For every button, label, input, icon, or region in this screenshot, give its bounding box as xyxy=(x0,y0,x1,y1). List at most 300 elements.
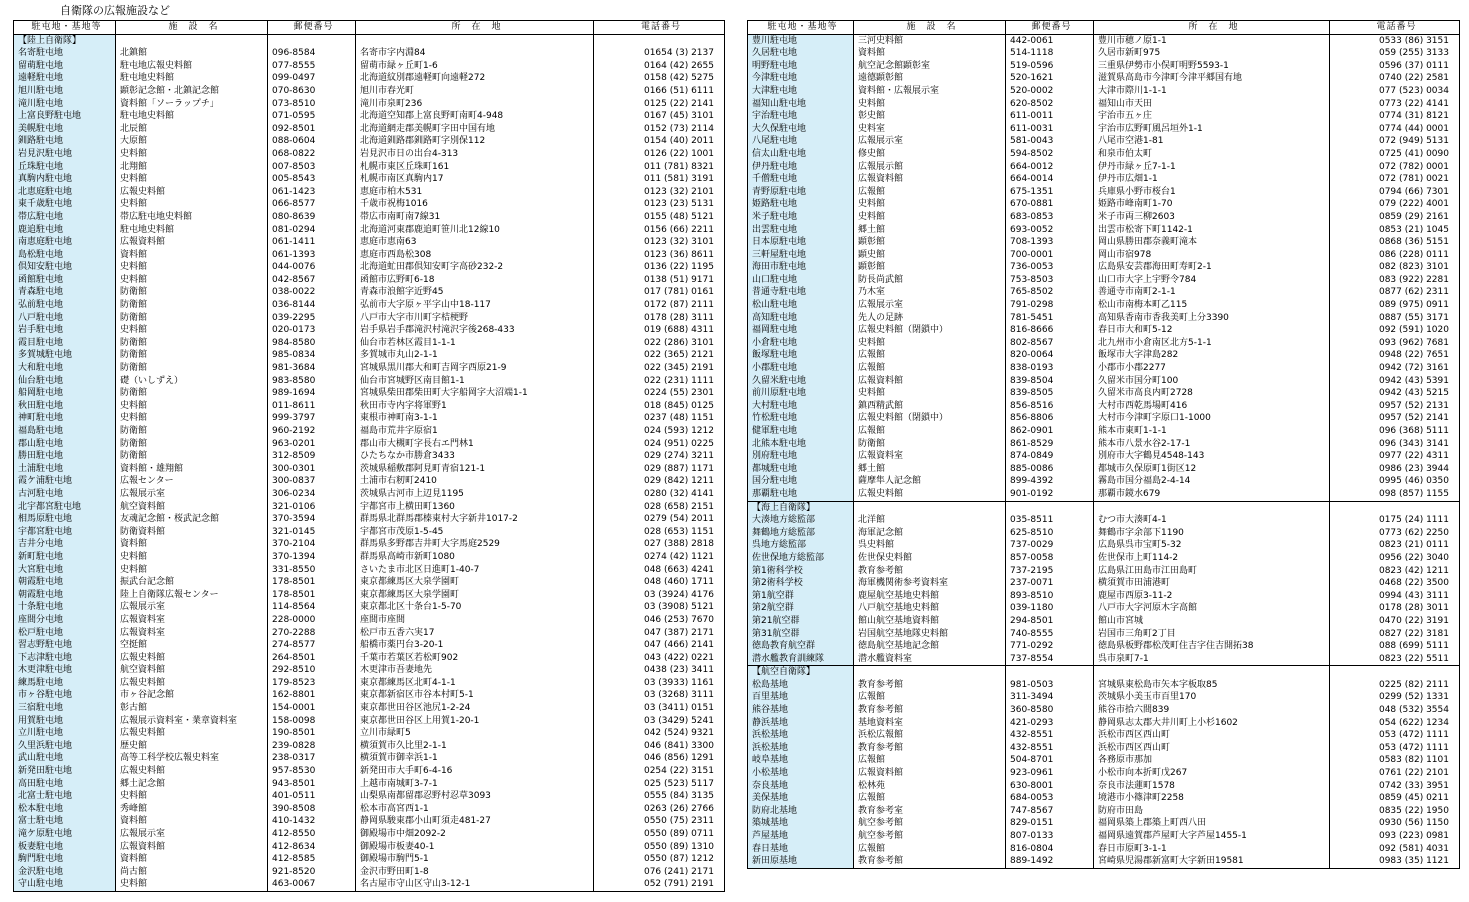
cell-base: 上富良野駐屯地 xyxy=(14,110,116,123)
cell-phone: 0126 (22) 1001 xyxy=(594,148,725,161)
cell-address: 群馬県北群馬郡榛東村大字新井1017-2 xyxy=(356,513,594,526)
cell-postal: 963-0201 xyxy=(268,438,356,451)
cell-facility: 北鎮館 xyxy=(116,47,268,60)
cell-facility: 尚古館 xyxy=(116,866,268,879)
cell-base: 朝霞駐屯地 xyxy=(14,576,116,589)
cell-address: 木更津市吾妻地先 xyxy=(356,664,594,677)
cell-base: 北富士駐屯地 xyxy=(14,790,116,803)
cell-base: 明野駐屯地 xyxy=(748,60,854,73)
cell-facility: 史料館 xyxy=(116,274,268,287)
cell-postal: 039-1180 xyxy=(1006,602,1094,615)
cell-base: 岩手駐屯地 xyxy=(14,324,116,337)
cell-base: 防府北基地 xyxy=(748,805,854,818)
cell-postal: 753-8503 xyxy=(1006,274,1094,287)
table-row xyxy=(748,754,1460,767)
cell-base: 滝川駐屯地 xyxy=(14,98,116,111)
cell-phone: 0156 (66) 2211 xyxy=(594,224,725,237)
cell-postal: 178-8501 xyxy=(268,589,356,602)
cell-base: 久居駐屯地 xyxy=(748,47,854,60)
table-row xyxy=(748,475,1460,488)
cell-base: 遠軽駐屯地 xyxy=(14,72,116,85)
cell-phone: 0942 (72) 3161 xyxy=(1330,362,1460,375)
cell-facility: 航空資料館 xyxy=(116,664,268,677)
table-row xyxy=(748,135,1460,148)
cell-phone: 0125 (22) 2141 xyxy=(594,98,725,111)
cell-address: 大津市際川1-1-1 xyxy=(1094,85,1330,98)
cell-base: 多賀城駐屯地 xyxy=(14,349,116,362)
cell-address: 松本市高宮西1-1 xyxy=(356,803,594,816)
cell-postal: 292-8510 xyxy=(268,664,356,677)
cell-phone: 0583 (82) 1101 xyxy=(1330,754,1460,767)
cell-address: むつ市大湊町4-1 xyxy=(1094,514,1330,527)
cell-facility: 資料館・雄翔館 xyxy=(116,463,268,476)
cell-address: 大村市今津町字原口1-1000 xyxy=(1094,412,1330,425)
cell-phone: 0859 (45) 0211 xyxy=(1330,792,1460,805)
cell-phone: 093 (962) 7681 xyxy=(1330,337,1460,350)
cell-facility: 史料館 xyxy=(116,324,268,337)
cell-postal: 857-0058 xyxy=(1006,552,1094,565)
table-row xyxy=(748,780,1460,793)
cell-base: 練馬駐屯地 xyxy=(14,677,116,690)
cell-postal: 999-3797 xyxy=(268,412,356,425)
cell-postal: 664-0012 xyxy=(1006,161,1094,174)
cell-facility: 史料室 xyxy=(854,123,1006,136)
cell-postal: 781-5451 xyxy=(1006,312,1094,325)
cell-facility: 秀峰館 xyxy=(116,803,268,816)
cell-postal: 099-0497 xyxy=(268,72,356,85)
cell-postal: 042-8567 xyxy=(268,274,356,287)
table-row xyxy=(748,590,1460,603)
cell-base: 福知山駐屯地 xyxy=(748,98,854,111)
cell-facility: 広報展示館 xyxy=(854,161,1006,174)
cell-facility: 駐屯地広報史料館 xyxy=(116,60,268,73)
table-row xyxy=(14,387,725,400)
table-row xyxy=(14,362,725,375)
cell-base: 出雲駐屯地 xyxy=(748,224,854,237)
cell-address: 境港市小篠津町2258 xyxy=(1094,792,1330,805)
table-row xyxy=(748,211,1460,224)
table-row xyxy=(14,526,725,539)
cell-base: 秋田駐屯地 xyxy=(14,400,116,413)
cell-base: 大宮駐屯地 xyxy=(14,564,116,577)
table-row xyxy=(14,324,725,337)
cell-base: 小郡駐屯地 xyxy=(748,362,854,375)
empty-cell xyxy=(1094,666,1330,679)
table-row xyxy=(748,198,1460,211)
table-row xyxy=(748,843,1460,856)
cell-base: 海田市駐屯地 xyxy=(748,261,854,274)
cell-phone: 0123 (32) 3101 xyxy=(594,236,725,249)
cell-phone: 0550 (75) 2311 xyxy=(594,815,725,828)
cell-phone: 0138 (51) 9171 xyxy=(594,274,725,287)
cell-facility: 市ヶ谷記念館 xyxy=(116,689,268,702)
table-row xyxy=(748,186,1460,199)
cell-postal: 737-0029 xyxy=(1006,539,1094,552)
table-row xyxy=(748,463,1460,476)
cell-address: 八戸市大字河原木字高館 xyxy=(1094,602,1330,615)
cell-base: 奈良基地 xyxy=(748,780,854,793)
cell-facility: 広報資料室 xyxy=(116,614,268,627)
cell-base: 松山駐屯地 xyxy=(748,299,854,312)
cell-phone: 024 (951) 0225 xyxy=(594,438,725,451)
cell-postal: 442-0061 xyxy=(1006,34,1094,47)
cell-phone: 0158 (42) 5275 xyxy=(594,72,725,85)
empty-cell xyxy=(1330,666,1460,679)
cell-base: 百里基地 xyxy=(748,691,854,704)
cell-postal: 984-8580 xyxy=(268,337,356,350)
table-row xyxy=(748,173,1460,186)
table-row xyxy=(748,148,1460,161)
header-address: 所 在 地 xyxy=(356,21,594,35)
cell-base: 倶知安駐屯地 xyxy=(14,261,116,274)
cell-postal: 370-2104 xyxy=(268,538,356,551)
cell-address: 小郡市小郡2277 xyxy=(1094,362,1330,375)
cell-facility: 教育参考室 xyxy=(854,805,1006,818)
cell-base: 久里浜駐屯地 xyxy=(14,740,116,753)
table-row xyxy=(14,614,725,627)
cell-postal: 708-1393 xyxy=(1006,236,1094,249)
table-row xyxy=(748,552,1460,565)
cell-phone: 024 (593) 1212 xyxy=(594,425,725,438)
cell-address: 東京都練馬区北町4-1-1 xyxy=(356,677,594,690)
cell-phone: 022 (231) 1111 xyxy=(594,375,725,388)
cell-postal: 957-8530 xyxy=(268,765,356,778)
cell-facility: 史料館 xyxy=(116,790,268,803)
facility-table-right xyxy=(747,20,1460,869)
cell-phone: 0956 (22) 3040 xyxy=(1330,552,1460,565)
cell-base: 第2術科学校 xyxy=(748,577,854,590)
cell-facility: 佐世保史料館 xyxy=(854,552,1006,565)
cell-facility: 防衛館 xyxy=(116,312,268,325)
cell-phone: 0977 (22) 4311 xyxy=(1330,450,1460,463)
cell-phone: 046 (841) 3300 xyxy=(594,740,725,753)
table-row xyxy=(14,161,725,174)
cell-phone: 0835 (22) 1950 xyxy=(1330,805,1460,818)
cell-facility: 広報館 xyxy=(854,349,1006,362)
table-row xyxy=(748,261,1460,274)
cell-address: 高知県香南市香我美町上分3390 xyxy=(1094,312,1330,325)
cell-address: 館山市宮城 xyxy=(1094,615,1330,628)
cell-base: 青森駐屯地 xyxy=(14,286,116,299)
cell-address: 岩国市三角町2丁目 xyxy=(1094,628,1330,641)
table-row xyxy=(14,803,725,816)
cell-base: 丘珠駐屯地 xyxy=(14,161,116,174)
cell-postal: 802-8567 xyxy=(1006,337,1094,350)
cell-postal: 237-0071 xyxy=(1006,577,1094,590)
table-row xyxy=(748,438,1460,451)
table-row xyxy=(14,790,725,803)
cell-base: 留萌駐屯地 xyxy=(14,60,116,73)
table-row xyxy=(748,98,1460,111)
table-row xyxy=(748,224,1460,237)
cell-base: 松本駐屯地 xyxy=(14,803,116,816)
cell-phone: 0225 (82) 2111 xyxy=(1330,679,1460,692)
cell-address: 旭川市春光町 xyxy=(356,85,594,98)
cell-postal: 807-0133 xyxy=(1006,830,1094,843)
cell-postal: 179-8523 xyxy=(268,677,356,690)
cell-phone: 0868 (36) 5151 xyxy=(1330,236,1460,249)
cell-base: 新発田駐屯地 xyxy=(14,765,116,778)
cell-facility: 航空資料館 xyxy=(116,501,268,514)
cell-base: 第21航空群 xyxy=(748,615,854,628)
cell-facility: 資料館 xyxy=(116,538,268,551)
cell-address: 八戸市大字市川町字桔梗野 xyxy=(356,312,594,325)
cell-facility: 広報展示室 xyxy=(116,488,268,501)
cell-phone: 052 (791) 2191 xyxy=(594,878,725,891)
cell-facility: 史料館 xyxy=(116,551,268,564)
cell-facility: 防衛館 xyxy=(116,438,268,451)
cell-facility: 広報館 xyxy=(854,691,1006,704)
cell-facility: 広報史料館（閉鎖中） xyxy=(854,324,1006,337)
cell-postal: 390-8508 xyxy=(268,803,356,816)
table-row xyxy=(14,475,725,488)
table-row xyxy=(14,564,725,577)
cell-base: 熊谷基地 xyxy=(748,704,854,717)
table-row xyxy=(748,602,1460,615)
cell-facility: 教育参考館 xyxy=(854,742,1006,755)
cell-base: 呉地方総監部 xyxy=(748,539,854,552)
cell-postal: 311-3494 xyxy=(1006,691,1094,704)
cell-facility: 広報史料館（閉鎖中） xyxy=(854,412,1006,425)
cell-postal: 981-0503 xyxy=(1006,679,1094,692)
cell-base: 富士駐屯地 xyxy=(14,815,116,828)
table-header-row xyxy=(14,21,725,35)
cell-phone: 03 (3908) 5121 xyxy=(594,601,725,614)
cell-postal: 360-8580 xyxy=(1006,704,1094,717)
cell-phone: 025 (523) 5117 xyxy=(594,778,725,791)
table-row xyxy=(14,576,725,589)
table-row xyxy=(748,72,1460,85)
cell-address: 群馬県多野郡吉井町大字馬庭2529 xyxy=(356,538,594,551)
cell-phone: 0178 (28) 3111 xyxy=(594,312,725,325)
cell-base: 下志津駐屯地 xyxy=(14,652,116,665)
cell-phone: 0178 (28) 3011 xyxy=(1330,602,1460,615)
cell-phone: 0773 (62) 2250 xyxy=(1330,527,1460,540)
table-row xyxy=(748,767,1460,780)
empty-cell xyxy=(1006,666,1094,679)
cell-address: 多賀城市丸山2-1-1 xyxy=(356,349,594,362)
cell-phone: 0994 (43) 3111 xyxy=(1330,590,1460,603)
cell-phone: 077 (523) 0034 xyxy=(1330,85,1460,98)
cell-facility: 顕彰記念館・北鎮記念館 xyxy=(116,85,268,98)
empty-cell xyxy=(116,34,268,47)
cell-phone: 089 (975) 0911 xyxy=(1330,299,1460,312)
cell-postal: 410-1432 xyxy=(268,815,356,828)
cell-address: 滝川市泉町236 xyxy=(356,98,594,111)
cell-facility: 浜松広報館 xyxy=(854,729,1006,742)
table-row xyxy=(14,274,725,287)
cell-postal: 068-0822 xyxy=(268,148,356,161)
cell-address: 千葉市若葉区若松町902 xyxy=(356,652,594,665)
cell-facility: 潜水艦資料室 xyxy=(854,653,1006,666)
cell-base: 朝霞駐屯地 xyxy=(14,589,116,602)
cell-address: 広島県安芸郡海田町寿町2-1 xyxy=(1094,261,1330,274)
cell-phone: 088 (699) 5111 xyxy=(1330,640,1460,653)
cell-postal: 061-1393 xyxy=(268,249,356,262)
table-row xyxy=(14,286,725,299)
cell-phone: 046 (253) 7670 xyxy=(594,614,725,627)
cell-phone: 059 (255) 3133 xyxy=(1330,47,1460,60)
cell-postal: 684-0053 xyxy=(1006,792,1094,805)
table-row xyxy=(748,274,1460,287)
cell-postal: 829-0151 xyxy=(1006,817,1094,830)
cell-base: 健軍駐屯地 xyxy=(748,425,854,438)
cell-facility: 史料館 xyxy=(854,337,1006,350)
table-row xyxy=(748,312,1460,325)
cell-address: 霧島市国分福島2-4-14 xyxy=(1094,475,1330,488)
cell-facility: 郷土館 xyxy=(854,224,1006,237)
cell-base: 竹松駐屯地 xyxy=(748,412,854,425)
cell-base: 小松基地 xyxy=(748,767,854,780)
cell-postal: 736-0053 xyxy=(1006,261,1094,274)
cell-base: 三宿駐屯地 xyxy=(14,702,116,715)
cell-phone: 083 (922) 2281 xyxy=(1330,274,1460,287)
cell-phone: 0887 (55) 3171 xyxy=(1330,312,1460,325)
table-row xyxy=(14,98,725,111)
cell-postal: 683-0853 xyxy=(1006,211,1094,224)
cell-facility: 大原館 xyxy=(116,135,268,148)
cell-postal: 856-8516 xyxy=(1006,400,1094,413)
table-row xyxy=(748,514,1460,527)
cell-postal: 839-8504 xyxy=(1006,375,1094,388)
cell-base: 勝田駐屯地 xyxy=(14,450,116,463)
cell-facility: 駐屯地史料館 xyxy=(116,72,268,85)
cell-base: 金沢駐屯地 xyxy=(14,866,116,879)
cell-facility: 北辰館 xyxy=(116,123,268,136)
cell-facility: 彰史館 xyxy=(854,110,1006,123)
cell-postal: 178-8501 xyxy=(268,576,356,589)
table-row xyxy=(748,704,1460,717)
cell-phone: 086 (228) 0111 xyxy=(1330,249,1460,262)
table-row xyxy=(14,715,725,728)
cell-facility: 防衛資料館 xyxy=(116,526,268,539)
cell-base: 高知駐屯地 xyxy=(748,312,854,325)
cell-facility: 顕史館 xyxy=(854,249,1006,262)
table-row xyxy=(14,211,725,224)
cell-base: 大村駐屯地 xyxy=(748,400,854,413)
cell-address: 秋田市寺内字将軍野1 xyxy=(356,400,594,413)
cell-phone: 0774 (44) 0001 xyxy=(1330,123,1460,136)
cell-base: 前川原駐屯地 xyxy=(748,387,854,400)
cell-base: 都城駐屯地 xyxy=(748,463,854,476)
cell-base: 小倉駐屯地 xyxy=(748,337,854,350)
table-row xyxy=(14,778,725,791)
cell-address: 久留米市高良内町2728 xyxy=(1094,387,1330,400)
cell-postal: 943-8501 xyxy=(268,778,356,791)
cell-base: 松戸駐屯地 xyxy=(14,627,116,640)
cell-address: 群馬県高崎市新町1080 xyxy=(356,551,594,564)
cell-phone: 0773 (22) 4141 xyxy=(1330,98,1460,111)
cell-postal: 625-8510 xyxy=(1006,527,1094,540)
cell-address: 豊川市穂ノ原1-1 xyxy=(1094,34,1330,47)
cell-phone: 082 (823) 3101 xyxy=(1330,261,1460,274)
cell-postal: 401-0511 xyxy=(268,790,356,803)
cell-facility: 広報展示室 xyxy=(116,828,268,841)
table-row xyxy=(14,866,725,879)
cell-facility: 陸上自衛隊広報センター xyxy=(116,589,268,602)
cell-phone: 0155 (48) 5121 xyxy=(594,211,725,224)
cell-phone: 0957 (52) 2141 xyxy=(1330,412,1460,425)
cell-facility: 鹿屋航空基地史料館 xyxy=(854,590,1006,603)
cell-base: 第1術科学校 xyxy=(748,565,854,578)
cell-base: 美保基地 xyxy=(748,792,854,805)
cell-base: 伊丹駐屯地 xyxy=(748,161,854,174)
cell-base: 用賀駐屯地 xyxy=(14,715,116,728)
cell-base: 北宇都宮駐屯地 xyxy=(14,501,116,514)
cell-address: 防府市田島 xyxy=(1094,805,1330,818)
cell-base: 北熊本駐屯地 xyxy=(748,438,854,451)
cell-base: 南恵庭駐屯地 xyxy=(14,236,116,249)
cell-address: 那覇市鏡水679 xyxy=(1094,488,1330,501)
table-row xyxy=(14,727,725,740)
table-row xyxy=(14,135,725,148)
cell-postal: 073-8510 xyxy=(268,98,356,111)
cell-base: 宇都宮駐屯地 xyxy=(14,526,116,539)
table-header-row xyxy=(748,21,1460,35)
table-row xyxy=(748,85,1460,98)
cell-facility: 広報館 xyxy=(854,186,1006,199)
cell-phone: 0470 (22) 3191 xyxy=(1330,615,1460,628)
table-row xyxy=(14,841,725,854)
cell-postal: 038-0022 xyxy=(268,286,356,299)
cell-postal: 899-4392 xyxy=(1006,475,1094,488)
cell-phone: 017 (781) 0161 xyxy=(594,286,725,299)
cell-base: 大久保駐屯地 xyxy=(748,123,854,136)
cell-postal: 080-8639 xyxy=(268,211,356,224)
cell-postal: 312-8509 xyxy=(268,450,356,463)
cell-facility: 広報資料室 xyxy=(854,450,1006,463)
cell-postal: 005-8543 xyxy=(268,173,356,186)
cell-facility: 防衛館 xyxy=(116,337,268,350)
cell-phone: 03 (3924) 4176 xyxy=(594,589,725,602)
cell-facility: 徳島航空基地記念館 xyxy=(854,640,1006,653)
cell-base: 座間分屯地 xyxy=(14,614,116,627)
table-row xyxy=(14,85,725,98)
cell-postal: 901-0192 xyxy=(1006,488,1094,501)
cell-postal: 432-8551 xyxy=(1006,729,1094,742)
cell-postal: 737-2195 xyxy=(1006,565,1094,578)
cell-phone: 0948 (22) 7651 xyxy=(1330,349,1460,362)
cell-postal: 765-8502 xyxy=(1006,286,1094,299)
cell-address: 土浦市右籾町2410 xyxy=(356,475,594,488)
cell-address: 松戸市五香六実17 xyxy=(356,627,594,640)
cell-address: 名寄市字内淵84 xyxy=(356,47,594,60)
cell-postal: 675-1351 xyxy=(1006,186,1094,199)
cell-base: 徳島教育航空群 xyxy=(748,640,854,653)
table-row xyxy=(14,60,725,73)
table-row xyxy=(14,337,725,350)
cell-address: 上越市南城町3-7-1 xyxy=(356,778,594,791)
table-row xyxy=(14,752,725,765)
cell-base: 第31航空群 xyxy=(748,628,854,641)
cell-base: 吉井分屯地 xyxy=(14,538,116,551)
cell-postal: 081-0294 xyxy=(268,224,356,237)
cell-facility: 広報資料室 xyxy=(116,627,268,640)
cell-address: 東京都北区十条台1-5-70 xyxy=(356,601,594,614)
header-base: 駐屯地・基地等 xyxy=(14,21,116,35)
cell-address: 浜松市西区西山町 xyxy=(1094,742,1330,755)
cell-facility: 広報史料館 xyxy=(116,652,268,665)
header-facility: 施 設 名 xyxy=(854,21,1006,35)
cell-facility: 資料館 xyxy=(116,853,268,866)
cell-phone: 072 (949) 5131 xyxy=(1330,135,1460,148)
cell-phone: 042 (524) 9321 xyxy=(594,727,725,740)
table-row xyxy=(14,828,725,841)
cell-address: 広島県呉市宝町5-32 xyxy=(1094,539,1330,552)
section-heading-row xyxy=(14,34,725,47)
cell-facility: 館山航空基地資料館 xyxy=(854,615,1006,628)
header-phone: 電話番号 xyxy=(1330,21,1460,35)
